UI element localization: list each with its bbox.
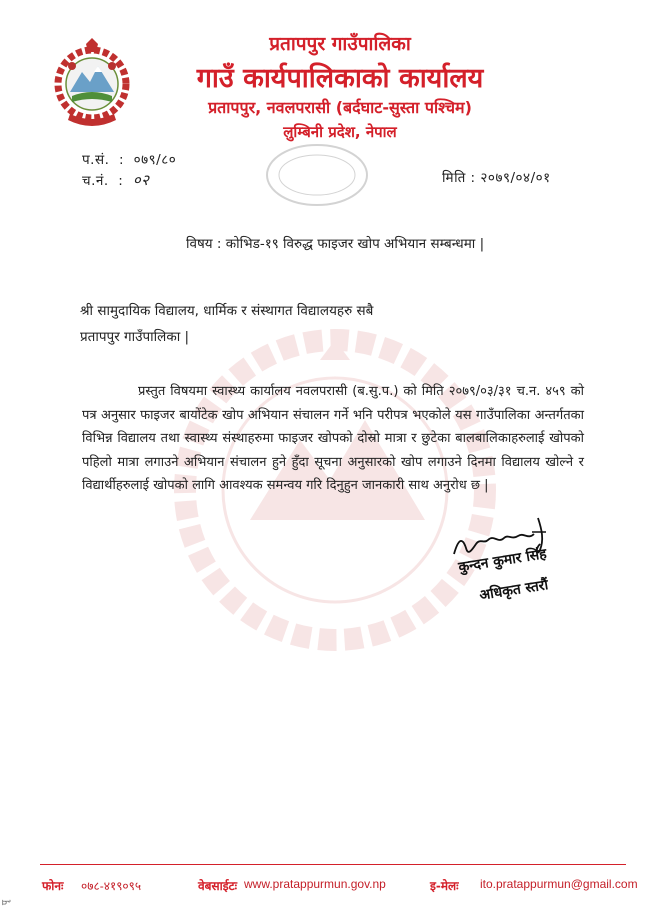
side-mark: पृ [1, 899, 12, 906]
addressee-line2: प्रतापपुर गाउँपालिका | [80, 329, 190, 345]
footer-website-label: वेबसाईटः [198, 879, 238, 893]
cn-ref: च.नं. : ०२ [82, 171, 150, 189]
ps-value: ०७९/८० [133, 152, 177, 168]
date-label: मिति : [442, 170, 476, 186]
footer-phone-value: ०७८-४१९०९५ [81, 879, 142, 893]
nepal-emblem-icon [50, 36, 134, 132]
date-value: २०७९/०४/०१ [480, 170, 551, 186]
org-office-title: गाउँ कार्यपालिकाको कार्यालय [196, 63, 484, 94]
letter-body-text: प्रस्तुत विषयमा स्वास्थ्य कार्यालय नवलपरासी (ब.सु.प.) को मिति २०७९/०३/३१ च.न. ४५९ को पत्र अनुसार फाइजर बायोंटेक खोप अभियान संचालन गर्ने भनि परीपत्र भएकोले यस गाउँपालिका अन्तर्गतका विभिन्न विद्यालय तथा स्वास्थ्य संस्थाहरुमा फाइजर खोपको दोस्रो मात्रा र छुटेका बालबालिकाहरुलाई खोपको पहिलो मात्रा लगाउने अभियान संचालन हुने हुँदा सूचना अनुसारको खोप लगाउने दिनमा विद्यालय खोल्ने र विद्यार्थीहरुलाई खोपको लागि आवश्यक समन्वय गरि दिनुहुन जानकारी साथ अनुरोध छ | [82, 384, 584, 493]
letter-subject: विषय : कोभिड-१९ विरुद्ध फाइजर खोप अभियान सम्बन्धमा | [186, 236, 485, 252]
ps-label: प.सं. [82, 152, 110, 168]
footer-email-label: इ-मेलः [430, 879, 459, 893]
footer-email-value[interactable]: ito.pratappurmun@gmail.com [480, 877, 638, 891]
signatory-name: कुन्दन कुमार सिंह [457, 546, 548, 576]
office-stamp-icon [262, 140, 372, 210]
ps-ref: प.सं. : ०७९/८० [82, 152, 177, 168]
org-address: प्रतापपुर, नवलपरासी (बर्दघाट-सुस्ता पश्चिम) [208, 98, 472, 117]
footer-website-value[interactable]: www.pratappurmun.gov.np [244, 877, 386, 891]
org-province: लुम्बिनी प्रदेश, नेपाल [283, 123, 397, 141]
footer-phone-label: फोनः [42, 879, 64, 893]
addressee-line1: श्री सामुदायिक विद्यालय, धार्मिक र संस्थागत विद्यालयहरु सबै [80, 303, 374, 319]
org-name-line1: प्रतापपुर गाउँपालिका [269, 33, 411, 55]
date-ref [442, 168, 551, 186]
signatory-title: अधिकृत स्तरौं [478, 577, 550, 604]
letter-body [82, 380, 584, 498]
cn-label: च.नं. [82, 173, 109, 189]
footer-divider [40, 864, 626, 865]
cn-value: ०२ [132, 171, 150, 189]
